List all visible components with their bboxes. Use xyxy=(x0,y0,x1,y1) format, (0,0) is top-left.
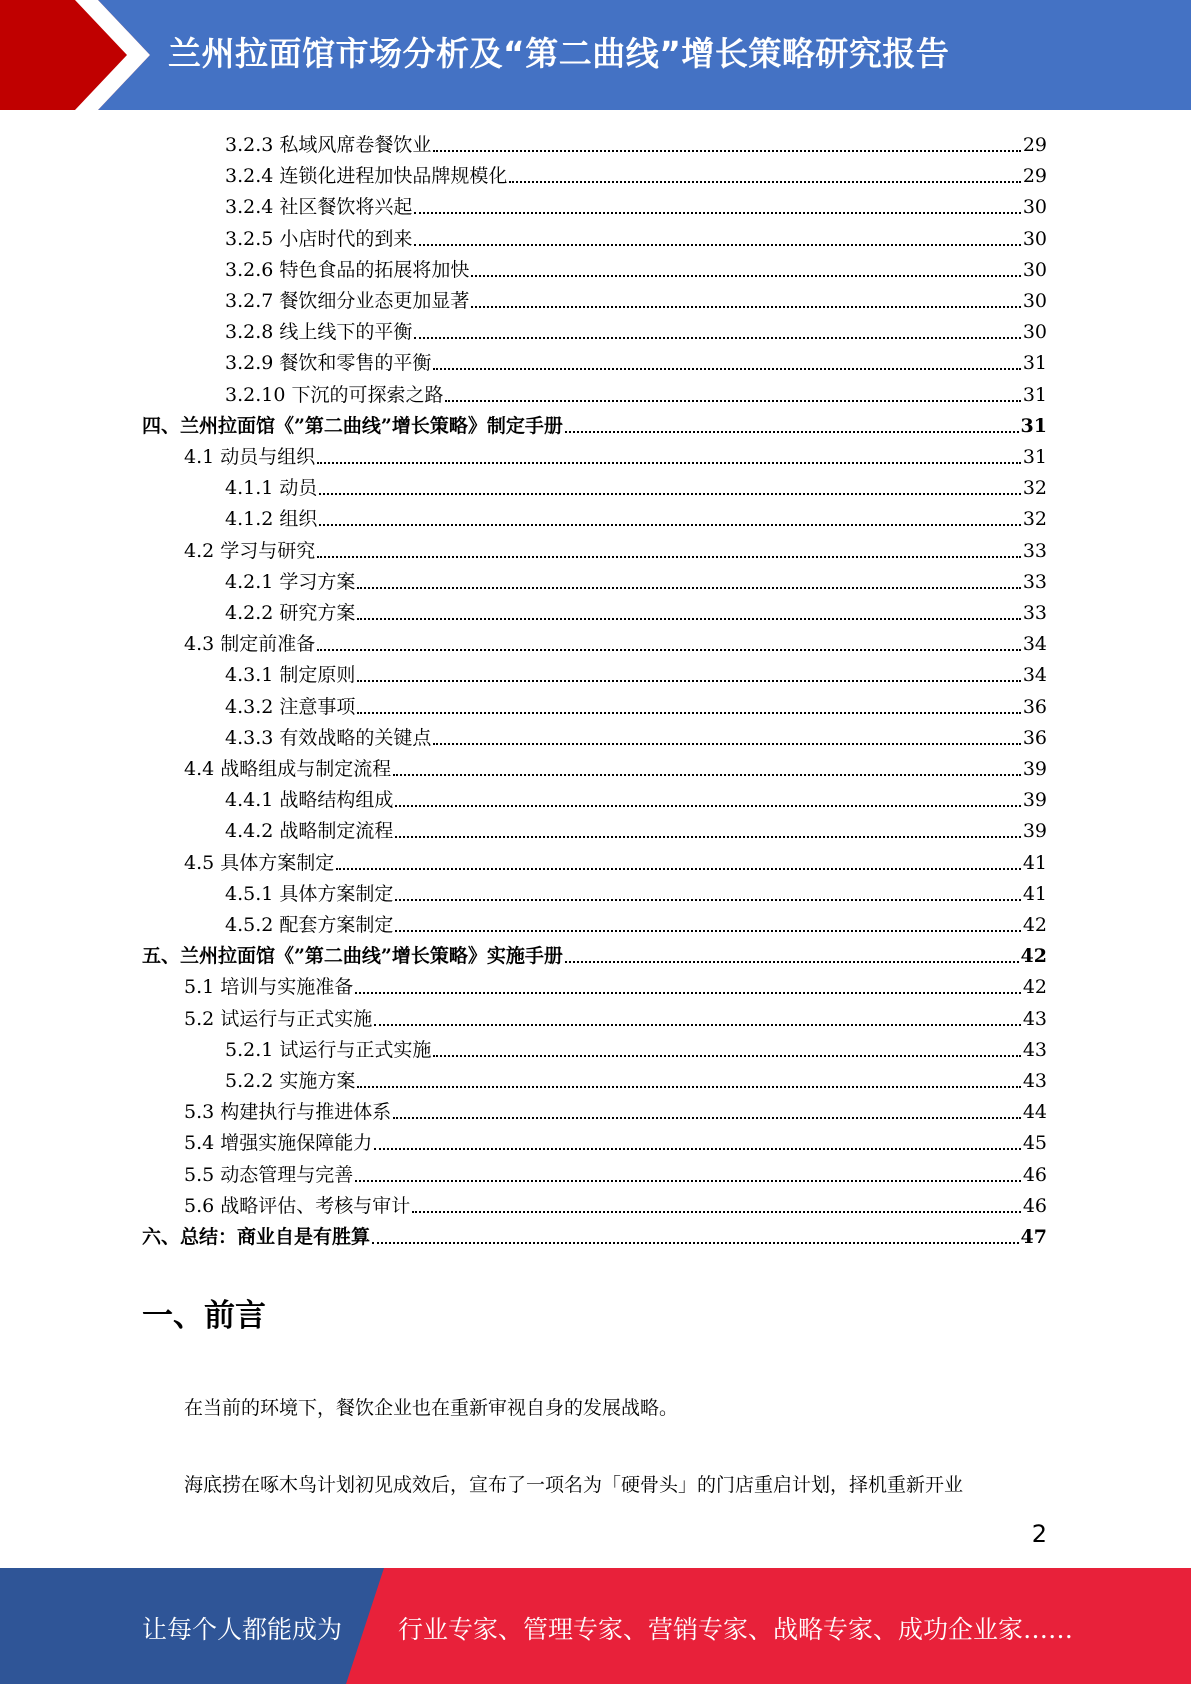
toc-entry[interactable] xyxy=(225,1064,1047,1094)
toc-leader-dots xyxy=(336,868,1021,870)
toc-entry-title: 4.5 具体方案制定 xyxy=(184,851,335,874)
toc-entry-title: 四、兰州拉面馆《”第二曲线”增长策略》制定手册 xyxy=(142,414,563,437)
toc-leader-dots xyxy=(445,400,1020,402)
toc-entry[interactable] xyxy=(225,471,1047,501)
toc-entry-page: 30 xyxy=(1022,290,1047,312)
toc-entry-page: 30 xyxy=(1022,196,1047,219)
toc-entry-title: 4.2.1 学习方案 xyxy=(225,570,356,593)
toc-entry[interactable] xyxy=(184,440,1047,470)
toc-leader-dots xyxy=(374,1148,1021,1150)
toc-entry-title: 4.4 战略组成与制定流程 xyxy=(184,758,392,780)
toc-leader-dots xyxy=(395,805,1020,807)
toc-entry-title: 3.2.8 线上线下的平衡 xyxy=(225,321,413,344)
toc-entry[interactable] xyxy=(184,1189,1047,1219)
toc-entry-page: 34 xyxy=(1022,664,1047,687)
toc-entry-page: 43 xyxy=(1022,1007,1047,1030)
toc-entry[interactable] xyxy=(225,690,1047,720)
toc-entry-title: 3.2.6 特色食品的拓展将加快 xyxy=(225,258,470,281)
toc-entry[interactable] xyxy=(142,939,1047,969)
paragraph: 在当前的环境下，餐饮企业也在重新审视自身的发展战略。 xyxy=(184,1397,679,1419)
toc-entry[interactable] xyxy=(225,1033,1047,1063)
toc-entry-page: 42 xyxy=(1022,914,1047,936)
toc-entry-title: 4.5.1 具体方案制定 xyxy=(225,882,394,905)
toc-entry-title: 4.1.2 组织 xyxy=(225,508,318,531)
toc-leader-dots xyxy=(471,275,1020,277)
page-footer xyxy=(0,1568,1191,1684)
toc-entry-title: 3.2.3 私域风席卷餐饮业 xyxy=(225,134,432,156)
toc-entry[interactable] xyxy=(225,128,1047,158)
toc-leader-dots xyxy=(355,1180,1021,1182)
toc-entry-page: 39 xyxy=(1022,820,1047,843)
toc-entry-page: 34 xyxy=(1022,633,1047,656)
toc-entry-title: 4.4.2 战略制定流程 xyxy=(225,820,394,843)
toc-leader-dots xyxy=(433,368,1020,370)
toc-entry[interactable] xyxy=(184,752,1047,782)
toc-leader-dots xyxy=(317,556,1021,558)
toc-entry[interactable] xyxy=(225,596,1047,626)
toc-leader-dots xyxy=(393,1117,1021,1119)
toc-entry-title: 4.2.2 研究方案 xyxy=(225,602,356,624)
toc-entry[interactable] xyxy=(225,253,1047,283)
toc-entry-page: 36 xyxy=(1022,726,1047,749)
toc-entry-title: 4.1.1 动员 xyxy=(225,477,318,500)
toc-entry[interactable] xyxy=(225,721,1047,751)
toc-entry-title: 4.5.2 配套方案制定 xyxy=(225,914,394,936)
toc-entry-page: 29 xyxy=(1022,165,1047,188)
toc-leader-dots xyxy=(433,743,1020,745)
toc-entry[interactable] xyxy=(184,970,1047,1000)
toc-entry[interactable] xyxy=(225,908,1047,938)
toc-entry-page: 33 xyxy=(1022,539,1047,562)
toc-leader-dots xyxy=(372,1242,1019,1244)
toc-entry[interactable] xyxy=(184,1095,1047,1125)
toc-entry[interactable] xyxy=(225,502,1047,532)
toc-entry-page: 41 xyxy=(1022,851,1047,874)
toc-entry-page: 42 xyxy=(1020,945,1047,968)
toc-entry-page: 43 xyxy=(1022,1070,1047,1092)
toc-leader-dots xyxy=(374,1024,1021,1026)
toc-leader-dots xyxy=(414,244,1020,246)
toc-leader-dots xyxy=(317,462,1021,464)
header-chevron-logo xyxy=(0,0,150,110)
page-number: 2 xyxy=(1031,1520,1047,1548)
toc-entry[interactable] xyxy=(225,284,1047,314)
toc-entry-page: 47 xyxy=(1020,1226,1047,1248)
toc-entry-title: 3.2.10 下沉的可探索之路 xyxy=(225,383,444,406)
toc-leader-dots xyxy=(357,618,1020,620)
toc-entry-title: 5.1 培训与实施准备 xyxy=(184,976,354,999)
toc-leader-dots xyxy=(433,1055,1020,1057)
toc-leader-dots xyxy=(395,836,1020,838)
toc-entry-page: 39 xyxy=(1022,758,1047,780)
toc-entry-page: 31 xyxy=(1022,352,1047,375)
toc-entry-page: 32 xyxy=(1022,477,1047,500)
toc-entry-page: 33 xyxy=(1022,570,1047,593)
toc-entry[interactable] xyxy=(225,346,1047,376)
toc-entry-title: 3.2.9 餐饮和零售的平衡 xyxy=(225,352,432,375)
toc-leader-dots xyxy=(565,431,1019,433)
toc-leader-dots xyxy=(317,649,1021,651)
toc-entry[interactable] xyxy=(225,877,1047,907)
toc-entry-title: 4.4.1 战略结构组成 xyxy=(225,789,394,812)
toc-leader-dots xyxy=(357,587,1020,589)
toc-leader-dots xyxy=(319,493,1020,495)
toc-leader-dots xyxy=(395,899,1020,901)
toc-leader-dots xyxy=(414,337,1020,339)
toc-entry-page: 36 xyxy=(1022,695,1047,718)
toc-entry-page: 31 xyxy=(1020,414,1047,437)
toc-entry[interactable] xyxy=(225,190,1047,220)
toc-entry-page: 44 xyxy=(1022,1101,1047,1124)
toc-entry-page: 30 xyxy=(1022,321,1047,344)
toc-leader-dots xyxy=(433,150,1020,152)
toc-entry-title: 4.3.3 有效战略的关键点 xyxy=(225,726,432,749)
toc-leader-dots xyxy=(395,930,1020,932)
toc-leader-dots xyxy=(357,680,1020,682)
toc-leader-dots xyxy=(319,524,1020,526)
toc-entry[interactable] xyxy=(184,1126,1047,1156)
footer-slogan-left: 让每个人都能成为 xyxy=(142,1615,343,1644)
toc-entry-title: 5.3 构建执行与推进体系 xyxy=(184,1101,392,1124)
toc-entry-title: 5.4 增强实施保障能力 xyxy=(184,1132,373,1155)
toc-entry-title: 5.5 动态管理与完善 xyxy=(184,1163,354,1186)
toc-entry-title: 4.3.1 制定原则 xyxy=(225,664,356,687)
toc-entry-title: 5.2.1 试运行与正式实施 xyxy=(225,1038,432,1061)
footer-slogan-right: 行业专家、管理专家、营销专家、战略专家、成功企业家…… xyxy=(398,1615,1074,1644)
toc-entry-page: 45 xyxy=(1022,1132,1047,1155)
page-header xyxy=(0,0,1191,110)
toc-entry[interactable] xyxy=(225,814,1047,844)
toc-leader-dots xyxy=(355,992,1021,994)
toc-entry-title: 3.2.7 餐饮细分业态更加显著 xyxy=(225,290,470,312)
toc-entry-title: 3.2.4 社区餐饮将兴起 xyxy=(225,196,413,219)
toc-leader-dots xyxy=(471,306,1020,308)
toc-entry-page: 33 xyxy=(1022,602,1047,624)
toc-entry-page: 30 xyxy=(1022,258,1047,281)
report-title: 兰州拉面馆市场分析及“第二曲线”增长策略研究报告 xyxy=(168,34,950,73)
toc-entry[interactable] xyxy=(225,565,1047,595)
toc-entry[interactable] xyxy=(184,1158,1047,1188)
toc-entry-page: 29 xyxy=(1022,134,1047,156)
toc-leader-dots xyxy=(565,961,1019,963)
toc-entry-page: 46 xyxy=(1022,1163,1047,1186)
toc-entry-title: 5.6 战略评估、考核与审计 xyxy=(184,1194,411,1217)
toc-entry-page: 32 xyxy=(1022,508,1047,531)
toc-leader-dots xyxy=(509,181,1020,183)
toc-entry-title: 5.2 试运行与正式实施 xyxy=(184,1007,373,1030)
toc-entry-page: 31 xyxy=(1022,446,1047,468)
toc-entry-page: 43 xyxy=(1022,1038,1047,1061)
toc-entry-title: 3.2.5 小店时代的到来 xyxy=(225,227,413,250)
section-heading: 一、前言 xyxy=(142,1298,266,1334)
toc-entry-page: 31 xyxy=(1022,383,1047,406)
toc-entry-title: 六、总结：商业自是有胜算 xyxy=(142,1226,371,1248)
toc-entry[interactable] xyxy=(184,1002,1047,1032)
toc-leader-dots xyxy=(393,774,1021,776)
paragraph: 海底捞在啄木鸟计划初见成效后，宣布了一项名为「硬骨头」的门店重启计划，择机重新开业 xyxy=(184,1474,964,1496)
toc-entry[interactable] xyxy=(225,159,1047,189)
toc-entry[interactable] xyxy=(184,846,1047,876)
toc-entry-page: 46 xyxy=(1022,1194,1047,1217)
toc-leader-dots xyxy=(412,1211,1021,1213)
toc-entry[interactable] xyxy=(225,783,1047,813)
toc-entry-title: 4.3.2 注意事项 xyxy=(225,695,356,718)
toc-entry-page: 42 xyxy=(1022,976,1047,999)
toc-entry-title: 3.2.4 连锁化进程加快品牌规模化 xyxy=(225,165,508,188)
toc-entry[interactable] xyxy=(225,222,1047,252)
toc-entry[interactable] xyxy=(225,658,1047,688)
toc-entry-page: 41 xyxy=(1022,882,1047,905)
toc-entry[interactable] xyxy=(142,1220,1047,1250)
toc-entry-title: 4.1 动员与组织 xyxy=(184,446,316,468)
toc-leader-dots xyxy=(357,1086,1020,1088)
toc-leader-dots xyxy=(414,212,1020,214)
toc-entry[interactable] xyxy=(184,534,1047,564)
toc-leader-dots xyxy=(357,712,1020,714)
toc-entry[interactable] xyxy=(184,627,1047,657)
toc-entry[interactable] xyxy=(225,315,1047,345)
toc-entry[interactable] xyxy=(142,409,1047,439)
toc-entry-title: 5.2.2 实施方案 xyxy=(225,1070,356,1092)
toc-entry-page: 30 xyxy=(1022,227,1047,250)
toc-entry-title: 4.3 制定前准备 xyxy=(184,633,316,656)
toc-entry-title: 4.2 学习与研究 xyxy=(184,539,316,562)
toc-entry-page: 39 xyxy=(1022,789,1047,812)
toc-entry[interactable] xyxy=(225,378,1047,408)
toc-entry-title: 五、兰州拉面馆《”第二曲线”增长策略》实施手册 xyxy=(142,945,563,968)
